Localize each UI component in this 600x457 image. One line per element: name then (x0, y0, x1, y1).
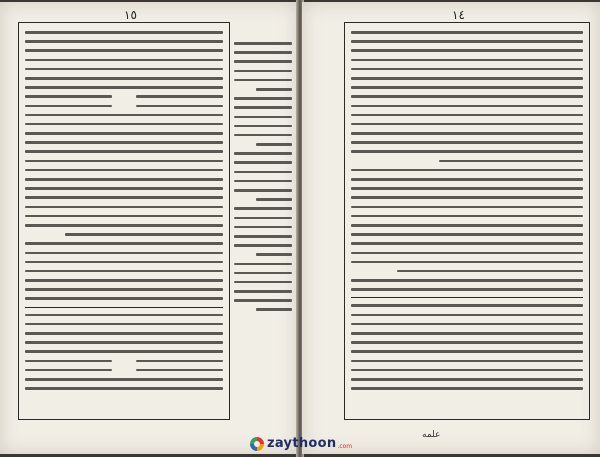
text-line (25, 68, 223, 71)
verse-hemistich (25, 95, 112, 98)
margin-commentary (234, 42, 292, 342)
text-line (25, 123, 223, 126)
text-line (351, 224, 583, 227)
text-line (351, 150, 583, 153)
footnote-rule (351, 297, 583, 298)
text-line (234, 79, 292, 82)
text-line (234, 281, 292, 284)
right-page (302, 2, 600, 454)
text-line (25, 387, 223, 390)
left-page (0, 2, 298, 454)
footnote-rule (25, 307, 223, 308)
text-line (351, 123, 583, 126)
text-line (351, 369, 583, 372)
text-line (25, 114, 223, 117)
verse-hemistich (136, 95, 223, 98)
text-line (25, 150, 223, 153)
text-line (351, 378, 583, 381)
text-line (234, 207, 292, 210)
verse-hemistich (25, 369, 112, 372)
text-line (351, 196, 583, 199)
text-line (25, 40, 223, 43)
text-line (25, 215, 223, 218)
text-line (351, 314, 583, 317)
text-line (25, 206, 223, 209)
text-line (234, 226, 292, 229)
text-line (351, 169, 583, 172)
text-line (234, 70, 292, 73)
text-line (351, 332, 583, 335)
text-line (351, 114, 583, 117)
text-line (351, 187, 583, 190)
text-line (25, 332, 223, 335)
text-lines-left (19, 23, 229, 404)
watermark-brand: zaythoon (267, 436, 337, 451)
text-line (351, 279, 583, 282)
verse-line (25, 360, 223, 363)
text-line (25, 59, 223, 62)
text-lines-right (345, 23, 589, 404)
text-line (351, 77, 583, 80)
text-line (439, 160, 583, 163)
text-line (234, 106, 292, 109)
text-line (234, 51, 292, 54)
text-line (25, 350, 223, 353)
text-line (234, 152, 292, 155)
text-line (351, 59, 583, 62)
text-line (234, 217, 292, 220)
text-line (234, 299, 292, 302)
text-line (351, 261, 583, 264)
text-line (351, 242, 583, 245)
text-line (25, 132, 223, 135)
text-line (351, 31, 583, 34)
text-line (351, 132, 583, 135)
text-line (25, 86, 223, 89)
text-line (25, 242, 223, 245)
text-line (25, 279, 223, 282)
text-line (25, 323, 223, 326)
text-line (234, 134, 292, 137)
text-line (256, 308, 292, 311)
text-line (351, 215, 583, 218)
verse-line (25, 95, 223, 98)
verse-line (25, 105, 223, 108)
catchword: علمه (422, 430, 441, 440)
text-line (25, 341, 223, 344)
text-line (25, 31, 223, 34)
watermark-suffix: .com (337, 443, 353, 450)
text-line (234, 290, 292, 293)
text-line (25, 288, 223, 291)
text-line (25, 169, 223, 172)
text-line (234, 235, 292, 238)
text-line (25, 261, 223, 264)
text-line (234, 161, 292, 164)
verse-hemistich (136, 105, 223, 108)
text-line (351, 49, 583, 52)
watermark (250, 436, 352, 451)
text-line (25, 49, 223, 52)
text-line (351, 323, 583, 326)
text-line (25, 196, 223, 199)
text-line (351, 40, 583, 43)
text-line (65, 233, 223, 236)
text-line (25, 187, 223, 190)
text-line (351, 288, 583, 291)
verse-hemistich (136, 369, 223, 372)
verse-hemistich (25, 360, 112, 363)
text-line (25, 297, 223, 300)
text-line (234, 244, 292, 247)
text-line (234, 189, 292, 192)
text-line (25, 270, 223, 273)
text-line (234, 97, 292, 100)
text-line (351, 206, 583, 209)
text-line (351, 141, 583, 144)
text-line (351, 68, 583, 71)
page-number-left: ١٥ (124, 8, 137, 22)
text-line (256, 253, 292, 256)
text-line (351, 95, 583, 98)
text-line (234, 180, 292, 183)
text-line (351, 304, 583, 307)
text-line (351, 178, 583, 181)
text-line (256, 88, 292, 91)
text-line (234, 60, 292, 63)
text-line (351, 233, 583, 236)
text-line (351, 341, 583, 344)
text-line (234, 272, 292, 275)
text-line (234, 263, 292, 266)
text-line (397, 270, 583, 273)
margin-text-lines (234, 42, 292, 311)
verse-line (25, 369, 223, 372)
main-text-frame-left (18, 22, 230, 420)
text-line (351, 387, 583, 390)
text-line (351, 350, 583, 353)
text-line (234, 116, 292, 119)
text-line (25, 160, 223, 163)
text-line (25, 224, 223, 227)
main-text-frame-right (344, 22, 590, 420)
text-line (351, 105, 583, 108)
zaythoon-logo-icon (250, 437, 264, 451)
text-line (234, 42, 292, 45)
text-line (256, 198, 292, 201)
text-line (25, 378, 223, 381)
page-number-right: ١٤ (452, 8, 465, 22)
text-line (256, 143, 292, 146)
verse-hemistich (25, 105, 112, 108)
text-line (234, 125, 292, 128)
text-line (25, 252, 223, 255)
text-line (351, 360, 583, 363)
text-line (234, 171, 292, 174)
text-line (25, 141, 223, 144)
text-line (25, 314, 223, 317)
text-line (25, 178, 223, 181)
text-line (25, 77, 223, 80)
text-line (351, 86, 583, 89)
verse-hemistich (136, 360, 223, 363)
text-line (351, 252, 583, 255)
